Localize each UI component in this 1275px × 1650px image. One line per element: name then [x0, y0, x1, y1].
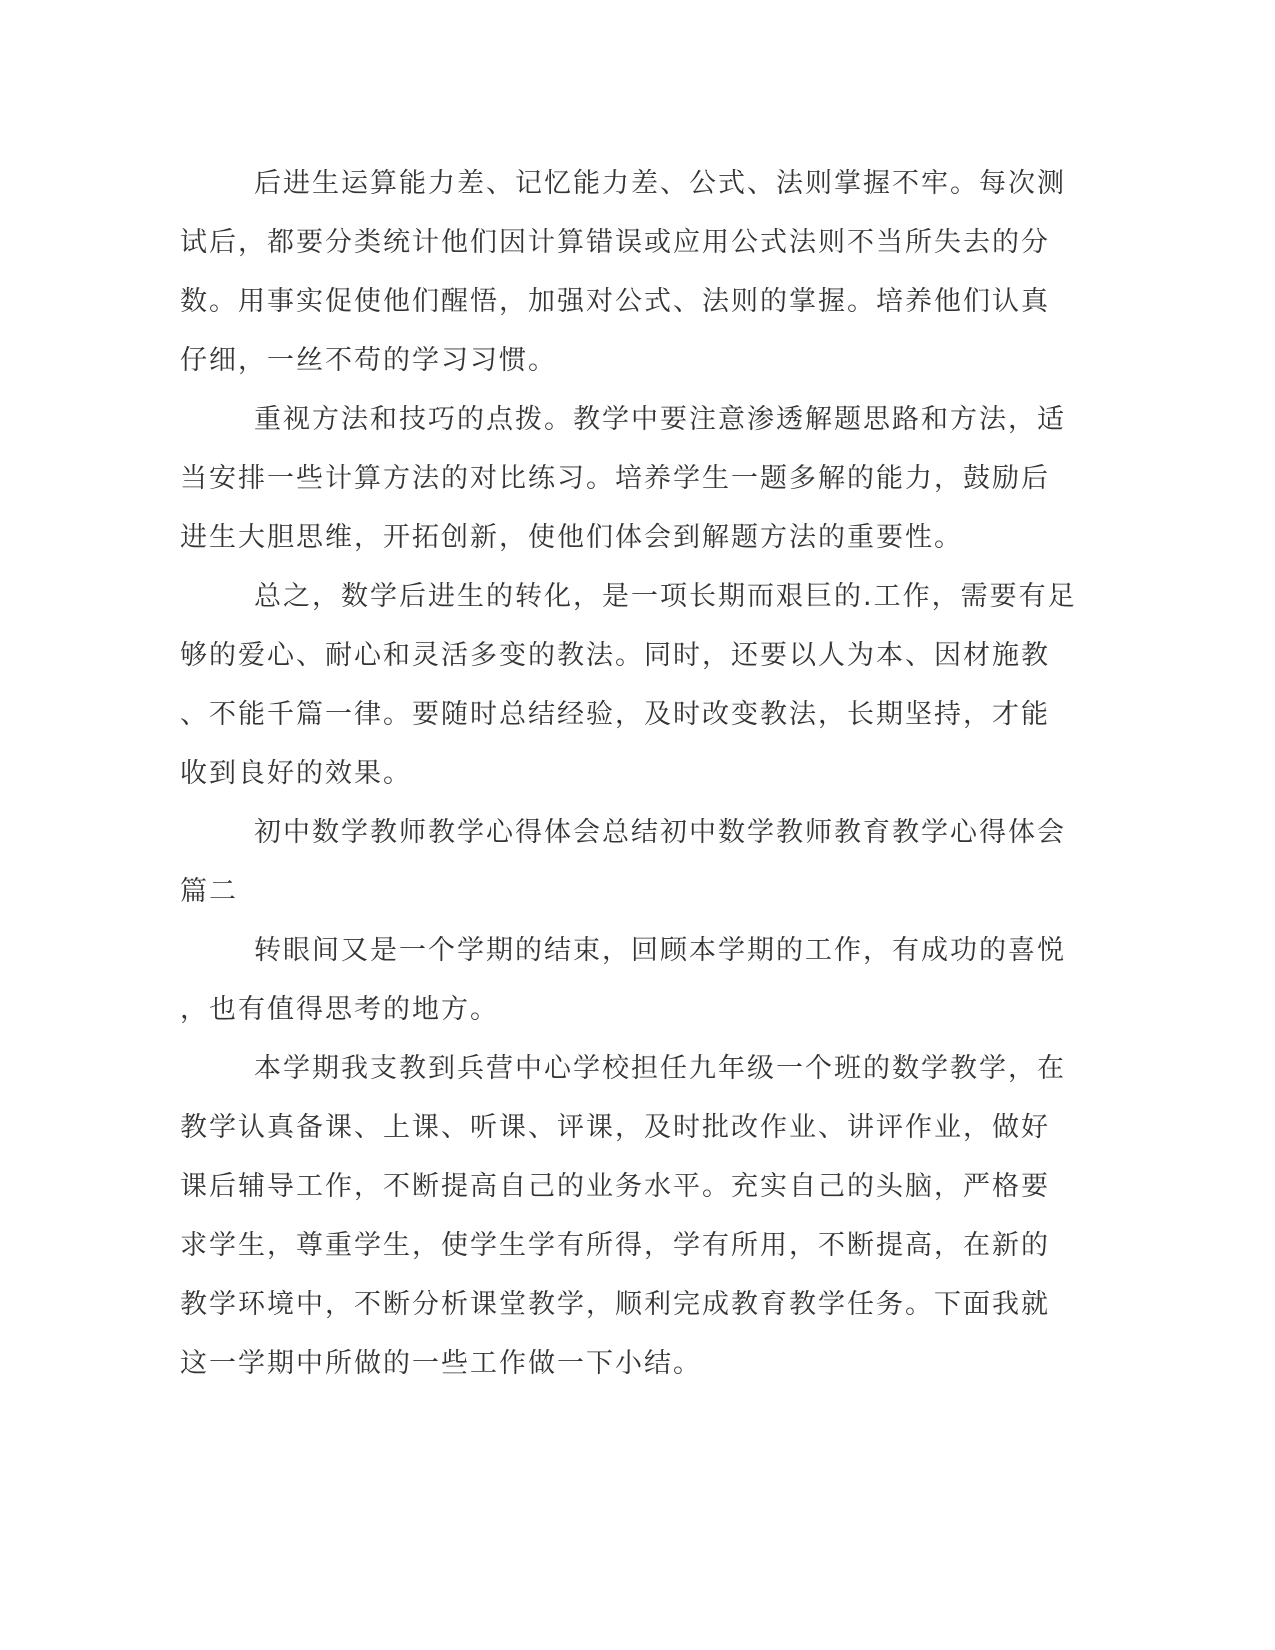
heading-line: 初中数学教师教学心得体会总结初中数学教师教育教学心得体会 — [254, 817, 1066, 848]
paragraph-1 — [180, 154, 1066, 390]
text-line: 数。用事实促使他们醒悟，加强对公式、法则的掌握。培养他们认真 — [180, 286, 1050, 317]
text-line: 重视方法和技巧的点拨。教学中要注意渗透解题思路和方法，适 — [254, 404, 1066, 435]
text-line: 、不能千篇一律。要随时总结经验，及时改变教法，长期坚持，才能 — [180, 699, 1050, 730]
text-line: 教学认真备课、上课、听课、评课，及时批改作业、讲评作业，做好 — [180, 1112, 1050, 1143]
text-line: 本学期我支教到兵营中心学校担任九年级一个班的数学教学，在 — [254, 1053, 1066, 1084]
text-line: 教学环境中，不断分析课堂教学，顺利完成教育教学任务。下面我就 — [180, 1289, 1050, 1320]
text-line: 这一学期中所做的一些工作做一下小结。 — [180, 1348, 702, 1379]
paragraph-5 — [180, 921, 1066, 1039]
paragraph-2 — [180, 390, 1066, 567]
text-line: 课后辅导工作，不断提高自己的业务水平。充实自己的头脑，严格要 — [180, 1171, 1050, 1202]
text-line: 转眼间又是一个学期的结束，回顾本学期的工作，有成功的喜悦 — [254, 935, 1066, 966]
text-line: 够的爱心、耐心和灵活多变的教法。同时，还要以人为本、因材施教 — [180, 640, 1050, 671]
text-line: 进生大胆思维，开拓创新，使他们体会到解题方法的重要性。 — [180, 522, 963, 553]
paragraph-3 — [180, 567, 1077, 803]
text-line: 收到良好的效果。 — [180, 758, 412, 789]
document-body — [180, 154, 1077, 1393]
text-line: 总之，数学后进生的转化，是一项长期而艰巨的.工作，需要有足 — [254, 581, 1077, 612]
text-line: 仔细，一丝不苟的学习习惯。 — [180, 345, 557, 376]
text-line: ，也有值得思考的地方。 — [180, 994, 499, 1025]
text-line: 后进生运算能力差、记忆能力差、公式、法则掌握不牢。每次测 — [254, 168, 1066, 199]
text-line: 求学生，尊重学生，使学生学有所得，学有所用，不断提高，在新的 — [180, 1230, 1050, 1261]
section-heading — [180, 803, 1066, 921]
paragraph-6 — [180, 1039, 1066, 1393]
text-line: 试后，都要分类统计他们因计算错误或应用公式法则不当所失去的分 — [180, 227, 1050, 258]
text-line: 当安排一些计算方法的对比练习。培养学生一题多解的能力，鼓励后 — [180, 463, 1050, 494]
heading-line: 篇二 — [180, 876, 238, 907]
